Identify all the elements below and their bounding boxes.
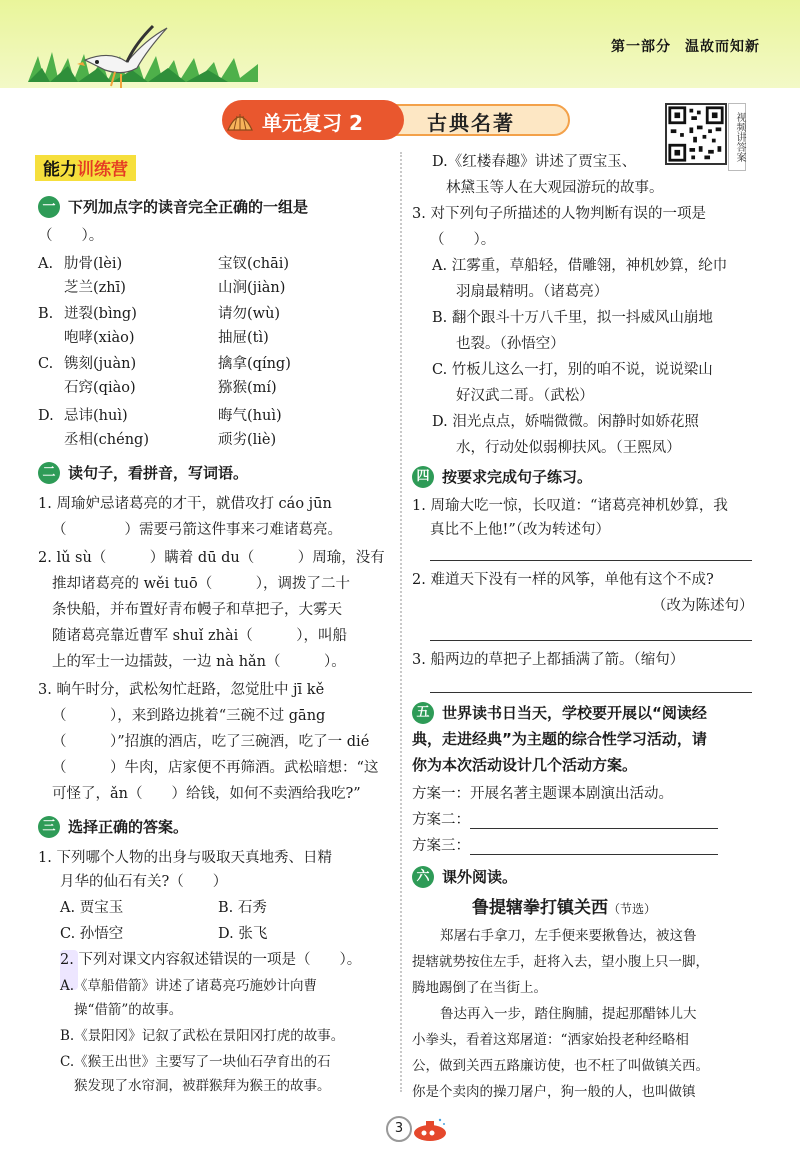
q3-option-d: D. 张飞	[218, 926, 268, 942]
plan-2-input[interactable]	[470, 828, 718, 829]
q3-option: C.《猴王出世》主要写了一块仙石孕育出的石	[60, 1054, 331, 1070]
q1-a-word4: 山涧(jiàn)	[218, 280, 286, 296]
q1-blank: （ ）。	[38, 228, 104, 244]
section-3-heading: 三 选择正确的答案。	[38, 816, 188, 838]
reading-line: 公，做到关西五路廉访使，也不枉了叫做镇关西。	[412, 1058, 709, 1074]
q3-option: 林黛玉等人在大观园游玩的故事。	[446, 180, 664, 196]
q2-line: 3. 晌午时分，武松匆忙赶路，忽觉肚中 jī kě	[38, 682, 325, 698]
q1-d-word2: 晦气(huì)	[218, 408, 282, 424]
q4-line: 2. 难道天下没有一样的风筝，单他有这个不成?	[412, 572, 714, 588]
qr-label: 视频讲答案	[728, 103, 746, 171]
q2-line: 推却诸葛亮的 wěi tuō（ ），调拨了二十	[52, 576, 350, 592]
q2-line: 2. lǔ sù（ ）瞒着 dū du（ ）周瑜，没有	[38, 550, 385, 566]
q1-b-word2: 请勿(wù)	[218, 306, 281, 322]
section-5-heading-line2: 典，走进经典”为主题的综合性学习活动，请	[412, 730, 707, 748]
q1-c-word4: 猕猴(mí)	[218, 380, 277, 396]
q3-option: A. 江雾重，草船轻，借雕翎，神机妙算，纶巾	[432, 258, 728, 274]
q3-option: 猴发现了水帘洞，被群猴拜为猴王的故事。	[74, 1078, 331, 1094]
q2-line: 1. 周瑜妒忌诸葛亮的才干，就借攻打 cáo jūn	[38, 496, 332, 512]
q1-c-word2: 擒拿(qíng)	[218, 356, 291, 372]
q1-a-word3: 芝兰(zhī)	[64, 280, 126, 296]
plan-2-label: 方案二：	[412, 812, 470, 828]
q3-option: 好汉武二哥。（武松）	[456, 388, 594, 404]
section-1-heading: 一 下列加点字的读音完全正确的一组是	[38, 196, 308, 218]
q3-option: B.《景阳冈》记叙了武松在景阳冈打虎的故事。	[60, 1028, 345, 1044]
section-2-heading: 二 读句子，看拼音，写词语。	[38, 462, 248, 484]
reading-line: 提辖就势按住左手，赶将入去，望小腹上只一脚，	[412, 954, 709, 970]
section-5-heading-line3: 你为本次活动设计几个活动方案。	[412, 756, 638, 774]
qr-code-icon[interactable]	[665, 103, 727, 165]
q3-option: 羽扇最精明。（诸葛亮）	[456, 284, 609, 300]
plan-3-label: 方案三：	[412, 838, 470, 854]
q3-option: A.《草船借箭》讲述了诸葛亮巧施妙计向曹	[60, 978, 318, 994]
reading-line: 腾地踢倒了在当街上。	[412, 980, 547, 996]
q3-option-a: A. 贾宝玉	[60, 900, 124, 916]
q2-line: 可怪了，ǎn（ ）给钱，如何不卖酒给我吃?”	[52, 786, 361, 802]
ability-badge: 能力训练营	[35, 155, 136, 181]
q1-c-word3: 石窍(qiào)	[64, 380, 136, 396]
q3-line: 3. 对下列句子所描述的人物判断有误的一项是	[412, 206, 706, 222]
section-5-heading: 五 世界读书日当天，学校要开展以“阅读经	[412, 702, 772, 724]
answer-line[interactable]	[430, 560, 752, 561]
shell-icon	[226, 108, 254, 132]
q3-line: 2. 下列对课文内容叙述错误的一项是（ ）。	[60, 952, 362, 968]
q1-option-a-label: A.	[38, 256, 54, 272]
q2-line: （ ）”招旗的酒店，吃了三碗酒，吃了一 dié	[52, 734, 370, 750]
q1-a-word1: 肋骨(lèi)	[64, 256, 123, 272]
q1-c-word1: 镌刻(juàn)	[64, 356, 137, 372]
q2-line: （ ），来到路边挑着“三碗不过 gāng	[52, 708, 326, 724]
q3-line: 1. 下列哪个人物的出身与吸取天真地秀、日精	[38, 850, 332, 866]
answer-line[interactable]	[430, 692, 752, 693]
q3-option: D.《红楼春趣》讲述了贾宝玉、	[432, 154, 637, 170]
reading-line: 鲁达再入一步，踏住胸脯，提起那醋钵儿大	[440, 1006, 697, 1022]
q1-option-b-label: B.	[38, 306, 54, 322]
q1-d-word3: 丞相(chéng)	[64, 432, 149, 448]
q2-line: 条快船，并布置好青布幔子和草把子，大雾天	[52, 602, 342, 618]
q1-option-d-label: D.	[38, 408, 54, 424]
breadcrumb-title: 温故而知新	[685, 39, 760, 55]
reading-title: 鲁提辖拳打镇关西（节选）	[472, 898, 657, 918]
column-divider	[400, 152, 402, 1092]
section-6-heading: 六 课外阅读。	[412, 866, 517, 888]
q2-line: 随诸葛亮靠近曹军 shuǐ zhài（ ），叫船	[52, 628, 347, 644]
q4-line: （改为陈述句）	[652, 598, 754, 614]
seagull-icon	[75, 20, 170, 90]
q1-d-word4: 顽劣(liè)	[218, 432, 277, 448]
q1-d-word1: 忌讳(huì)	[64, 408, 128, 424]
unit-label: 单元复习 2	[262, 111, 363, 135]
q3-option: B. 翻个跟斗十万八千里，拟一抖威风山崩地	[432, 310, 713, 326]
q2-line: 上的军士一边擂鼓，一边 nà hǎn（ ）。	[52, 654, 346, 670]
q3-option: 操“借箭”的故事。	[74, 1002, 183, 1018]
q1-b-word3: 咆哮(xiào)	[64, 330, 135, 346]
q3-option: 也裂。（孙悟空）	[456, 336, 565, 352]
q1-option-c-label: C.	[38, 356, 54, 372]
breadcrumb	[597, 36, 760, 56]
q4-line: 真比不上他!”（改为转述句）	[430, 522, 610, 538]
q3-option-c: C. 孙悟空	[60, 926, 124, 942]
reading-line: 郑屠右手拿刀，左手便来要揪鲁达，被这鲁	[440, 928, 697, 944]
q1-b-word1: 迸裂(bìng)	[64, 306, 137, 322]
plan-3-input[interactable]	[470, 854, 718, 855]
submarine-icon	[410, 1118, 450, 1142]
q2-line: （ ）牛肉，店家便不再筛酒。武松暗想：“这	[52, 760, 379, 776]
q1-a-word2: 宝钗(chāi)	[218, 256, 290, 272]
reading-line: 小拳头，看着这郑屠道：“洒家始投老种经略相	[412, 1032, 689, 1048]
q2-line: （ ）需要弓箭这件事来刁难诸葛亮。	[52, 522, 342, 538]
unit-title	[222, 100, 572, 140]
answer-line[interactable]	[430, 640, 752, 641]
q3-option: 水，行动处似弱柳扶风。（王熙凤）	[456, 440, 681, 456]
q1-b-word4: 抽屉(tì)	[218, 330, 269, 346]
q4-line: 3. 船两边的草把子上都插满了箭。（缩句）	[412, 652, 685, 668]
q3-option: D. 泪光点点，娇喘微微。闲静时如娇花照	[432, 414, 699, 430]
q3-option-b: B. 石秀	[218, 900, 267, 916]
unit-topic: 古典名著	[427, 111, 515, 135]
q3-option: C. 竹板儿这么一打，别的咱不说，说说梁山	[432, 362, 713, 378]
page-number: 3	[386, 1116, 412, 1142]
breadcrumb-part: 第一部分	[611, 39, 671, 55]
q4-line: 1. 周瑜大吃一惊，长叹道：“诸葛亮神机妙算，我	[412, 498, 728, 514]
plan-1: 方案一：开展名著主题课本剧演出活动。	[412, 786, 673, 802]
q3-line: 月华的仙石有关?（ ）	[60, 874, 228, 890]
section-4-heading: 四 按要求完成句子练习。	[412, 466, 592, 488]
q3-line: （ ）。	[430, 232, 496, 248]
reading-line: 你是个卖肉的操刀屠户，狗一般的人，也叫做镇	[412, 1084, 696, 1100]
